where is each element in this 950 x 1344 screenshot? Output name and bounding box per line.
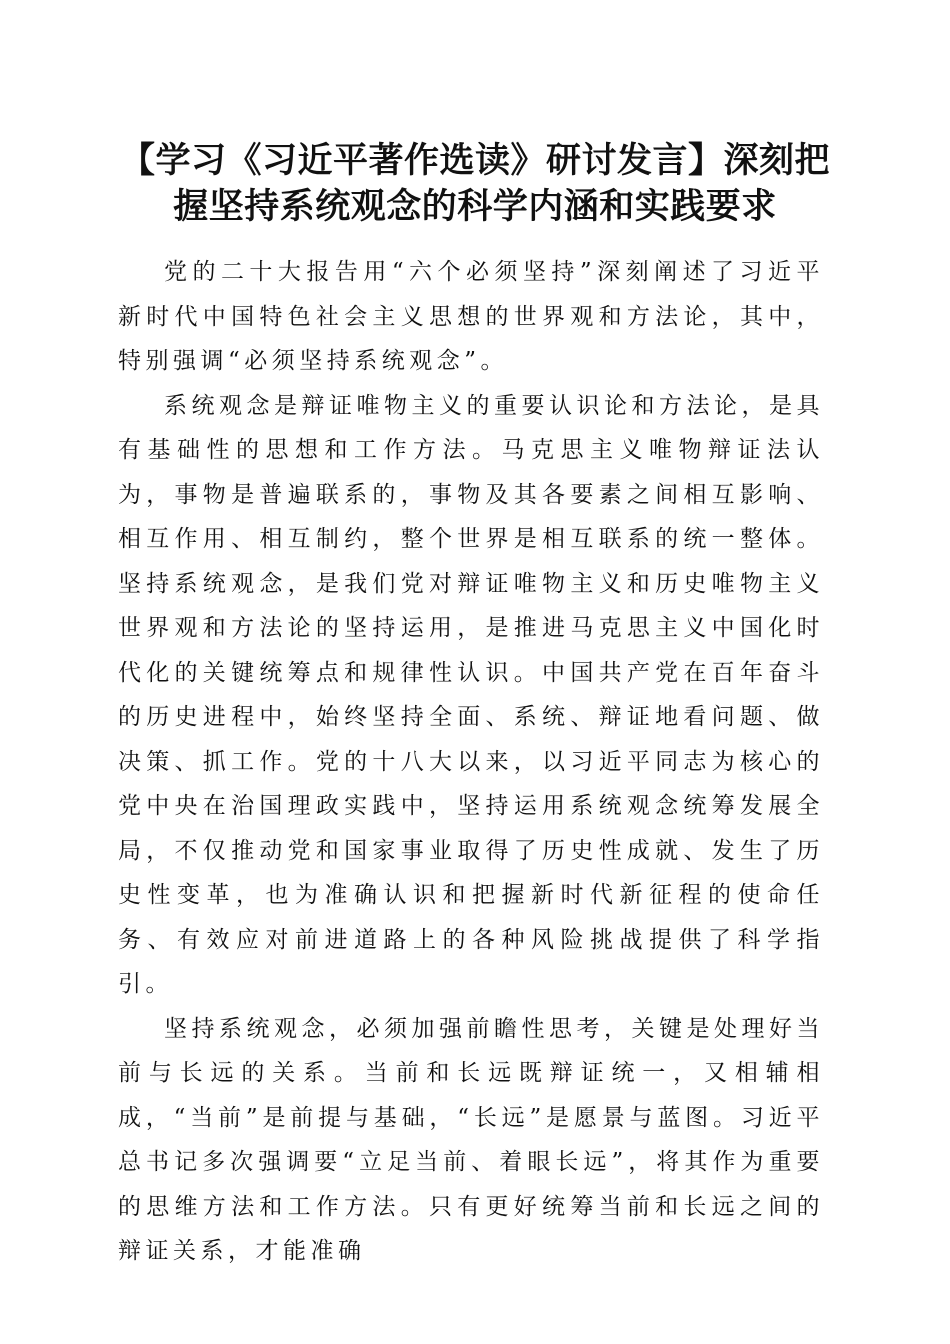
document-title: 【学习《习近平著作选读》研讨发言】深刻把握坚持系统观念的科学内涵和实践要求 [119,140,830,227]
paragraph-2: 系统观念是辩证唯物主义的重要认识论和方法论，是具有基础性的思想和工作方法。马克思主义唯物辩证法认为，事物是普遍联系的，事物及其各要素之间相互影响、相互作用、相互制约，整个世界是相互联系的统一整体。坚持系统观念，是我们党对辩证唯物主义和历史唯物主义世界观和方法论的坚持运用，是推进马克思主义中国化时代化的关键统筹点和规律性认识。中国共产党在百年奋斗的历史进程中，始终坚持全面、系统、辩证地看问题、做决策、抓工作。党的十八大以来，以习近平同志为核心的党中央在治国理政实践中，坚持运用系统观念统筹发展全局，不仅推动党和国家事业取得了历史性成就、发生了历史性变革，也为准确认识和把握新时代新征程的使命任务、有效应对前进道路上的各种风险挑战提供了科学指引。 [118,392,824,997]
paragraph-1: 党的二十大报告用“六个必须坚持”深刻阐述了习近平新时代中国特色社会主义思想的世界观和方法论，其中，特别强调“必须坚持系统观念”。 [118,259,824,374]
document-body [118,250,824,1274]
paragraph-3: 坚持系统观念，必须加强前瞻性思考，关键是处理好当前与长远的关系。当前和长远既辩证统一，又相辅相成，“当前”是前提与基础，“长远”是愿景与蓝图。习近平总书记多次强调要“立足当前、着眼长远”，将其作为重要的思维方法和工作方法。只有更好统筹当前和长远之间的辩证关系，才能准确 [118,1015,824,1264]
